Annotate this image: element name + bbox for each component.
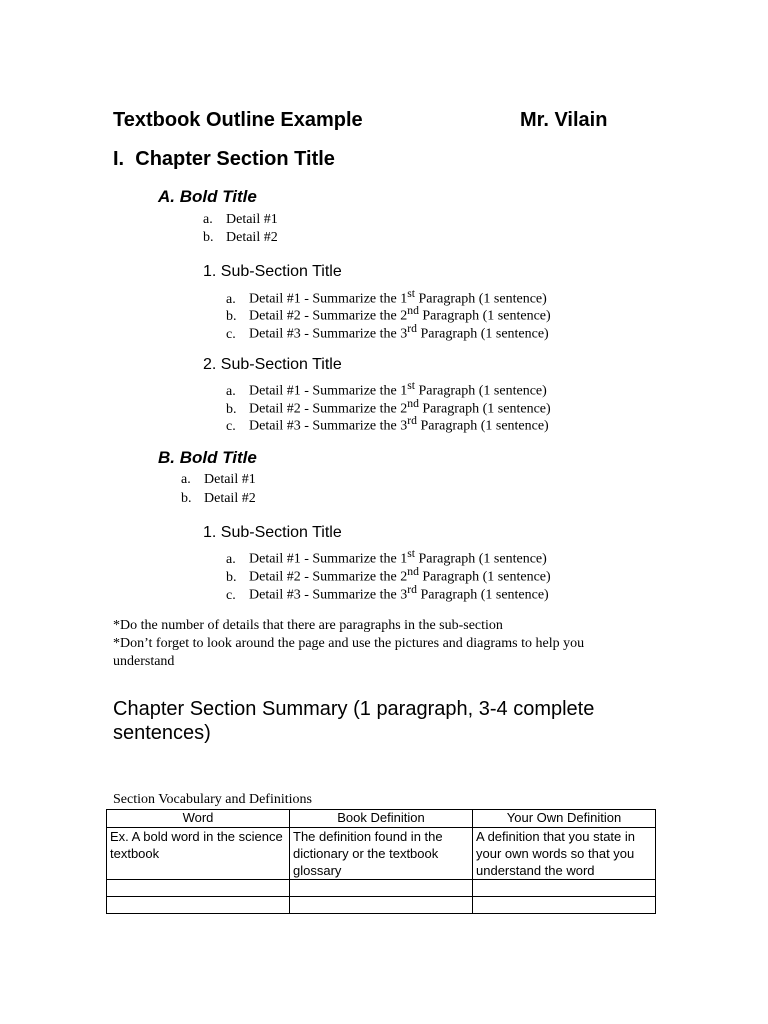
sub-section-detail: c. Detail #3 - Summarize the 3rd Paragraph (1 sentence) bbox=[226, 583, 549, 603]
column-header-own-definition: Your Own Definition bbox=[473, 810, 656, 828]
sub-section-detail: c. Detail #3 - Summarize the 3rd Paragraph (1 sentence) bbox=[226, 322, 549, 342]
example-book-definition-cell: The definition found in the dictionary or the textbook glossary bbox=[290, 828, 473, 880]
note-line: understand bbox=[113, 654, 175, 669]
sub-section-detail: b. Detail #2 - Summarize the 2nd Paragraph (1 sentence) bbox=[226, 304, 551, 324]
chapter-numeral: I. bbox=[113, 148, 125, 170]
sub-section-title: 1. Sub-Section Title bbox=[203, 263, 342, 280]
sub-section-detail: c. Detail #3 - Summarize the 3rd Paragraph (1 sentence) bbox=[226, 414, 549, 434]
section-b-detail: a. Detail #1 bbox=[181, 472, 256, 487]
vocab-table-label: Section Vocabulary and Definitions bbox=[113, 792, 312, 807]
sub-section-detail: b. Detail #2 - Summarize the 2nd Paragraph (1 sentence) bbox=[226, 565, 551, 585]
note-line: *Don’t forget to look around the page and use the pictures and diagrams to help you bbox=[113, 636, 585, 651]
column-header-book-definition: Book Definition bbox=[290, 810, 473, 828]
section-a-detail: a. Detail #1 bbox=[203, 212, 278, 227]
vocab-table bbox=[106, 809, 656, 914]
section-a-title: A. Bold Title bbox=[158, 187, 257, 206]
word-cell[interactable] bbox=[107, 880, 290, 897]
word-cell[interactable] bbox=[107, 897, 290, 914]
sub-section-detail: b. Detail #2 - Summarize the 2nd Paragraph (1 sentence) bbox=[226, 397, 551, 417]
summary-heading: Chapter Section Summary (1 paragraph, 3-4 complete sentences) bbox=[113, 698, 595, 744]
document-title: Textbook Outline Example bbox=[113, 109, 363, 131]
sub-section-title: 2. Sub-Section Title bbox=[203, 356, 342, 373]
vocab-empty-row bbox=[107, 897, 656, 914]
column-header-word: Word bbox=[107, 810, 290, 828]
section-a-detail: b. Detail #2 bbox=[203, 230, 278, 245]
book-definition-cell[interactable] bbox=[290, 880, 473, 897]
note-line: *Do the number of details that there are paragraphs in the sub-section bbox=[113, 618, 503, 633]
vocab-header-row bbox=[107, 810, 656, 828]
example-own-definition-cell: A definition that you state in your own words so that you understand the word bbox=[473, 828, 656, 880]
example-word-cell: Ex. A bold word in the science textbook bbox=[107, 828, 290, 880]
sub-section-detail: a. Detail #1 - Summarize the 1st Paragraph (1 sentence) bbox=[226, 287, 547, 307]
vocab-example-row bbox=[107, 828, 656, 880]
author-name: Mr. Vilain bbox=[520, 109, 608, 131]
sub-section-detail: a. Detail #1 - Summarize the 1st Paragraph (1 sentence) bbox=[226, 547, 547, 567]
chapter-heading bbox=[113, 148, 335, 171]
section-b-title: B. Bold Title bbox=[158, 448, 257, 467]
sub-section-title: 1. Sub-Section Title bbox=[203, 524, 342, 541]
sub-section-detail: a. Detail #1 - Summarize the 1st Paragraph (1 sentence) bbox=[226, 379, 547, 399]
own-definition-cell[interactable] bbox=[473, 897, 656, 914]
book-definition-cell[interactable] bbox=[290, 897, 473, 914]
own-definition-cell[interactable] bbox=[473, 880, 656, 897]
section-b-detail: b. Detail #2 bbox=[181, 491, 256, 506]
chapter-title: Chapter Section Title bbox=[135, 148, 335, 170]
vocab-empty-row bbox=[107, 880, 656, 897]
